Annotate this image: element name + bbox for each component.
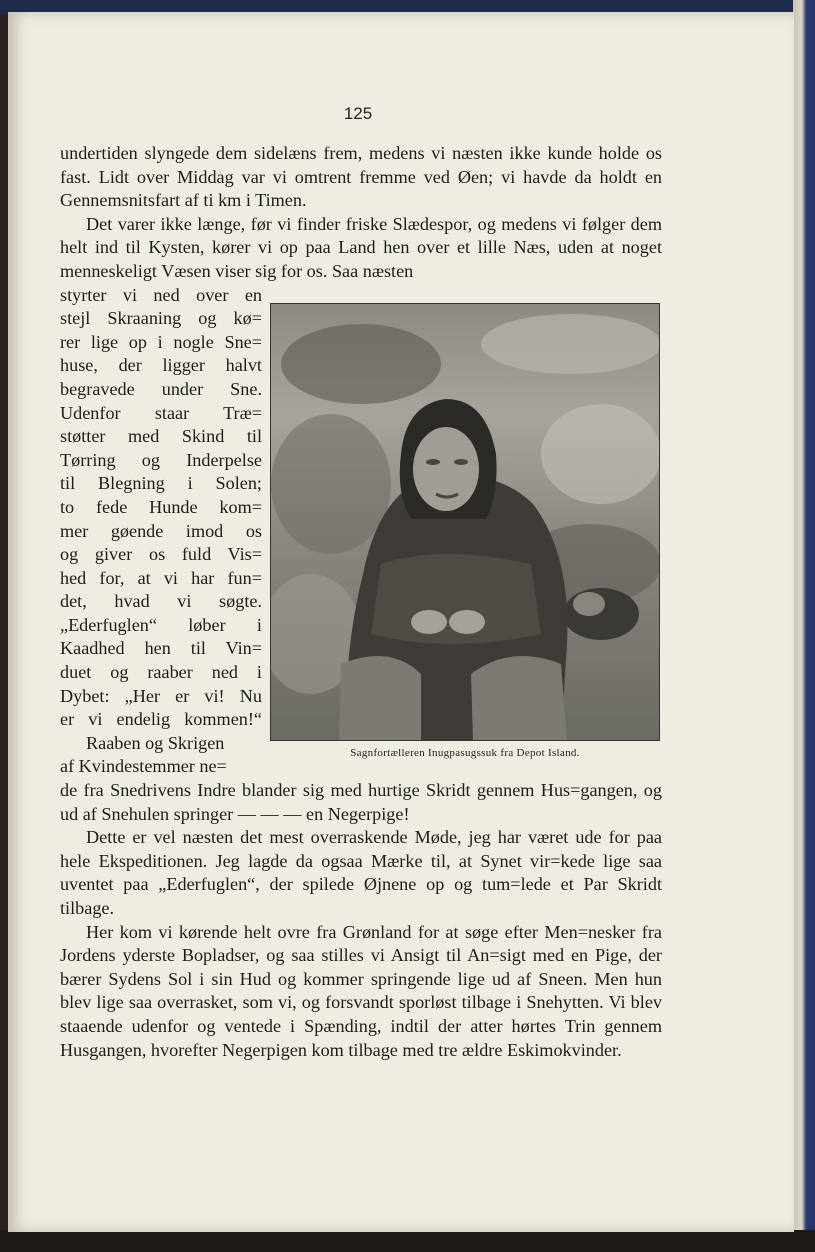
text-line: Tørring og Inderpelse [60,449,262,470]
text-line: stejl Skraaning og kø= [60,308,262,329]
text-line: af Kvindestemmer ne= [60,756,227,777]
paragraph: Det varer ikke længe, før vi finder friske Slædespor, og medens vi følger dem helt ind til Kysten, kører vi op paa Land hen over et lille Næs, uden at noget menneskeligt Væsen viser sig for os. Saa næsten [60,213,662,281]
text-line: hed for, at vi har fun= [60,567,262,588]
text-line: til Blegning i Solen; [60,473,262,494]
paragraph: de fra Snedrivens Indre blander sig med hurtige Skridt gennem Hus=gangen, og ud af Snehulen springer — — — en Negerpige! [60,780,662,824]
text-line: Udenfor staar Træ= [60,402,262,423]
figure [270,303,660,759]
text-line: begravede under Sne. [60,378,262,399]
text-line: huse, der ligger halvt [60,355,262,376]
book-cover-edge [793,0,815,1252]
portrait-illustration [271,304,659,740]
text-line: to fede Hunde kom= [60,496,262,517]
wrapped-text-column [60,284,262,779]
text-line: det, hvad vi søgte. [60,591,262,612]
text-line: Kaadhed hen til Vin= [60,638,262,659]
text-line: er vi endelig kommen!“ [60,709,262,730]
book-page [8,12,794,1232]
paragraph: Her kom vi kørende helt ovre fra Grønland for at søge efter Men=nesker fra Jordens yderste Bopladser, og saa stilles vi Ansigt til An=sigt med en Pige, der bærer Sydens Sol i sin Hud og kommer springende lige ud af Sneen. Men hun blev lige saa overrasket, som vi, og forsvandt sporløst tilbage i Snehytten. Vi blev staaende udenfor og ventede i Spænding, indtil der atter hørtes Trin gennem Husgangen, hvorefter Negerpigen kom tilbage med tre ældre Eskimokvinder. [60,921,662,1060]
figure-caption: Sagnfortælleren Inugpasugssuk fra Depot Island. [350,747,580,759]
page-number: 125 [343,104,373,123]
text-line: styrter vi ned over en [60,284,262,305]
text-line: Dybet: „Her er vi! Nu [60,685,262,706]
text-line: mer gøende imod os [60,520,262,541]
text-line: duet og raaber ned i [60,662,262,683]
text-line: støtter med Skind til [60,426,262,447]
portrait-photo [270,303,660,741]
paragraph: undertiden slyngede dem sidelæns frem, medens vi næsten ikke kunde holde os fast. Lidt over Middag var vi omtrent fremme ved Øen; vi havde da holdt en Gennemsnitsfart af ti km i Timen. [60,143,662,211]
text-line: Raaben og Skrigen [86,732,225,753]
paragraph: Dette er vel næsten det mest overraskende Møde, jeg har været ude for paa hele Ekspeditionen. Jeg lagde da ogsaa Mærke til, at Synet vir=kede lige saa uventet paa „Ederfuglen“, der spilede Øjnene op og tum=lede et Par Skridt tilbage. [60,827,662,918]
book-bottom-edge [0,1230,815,1252]
text-line: og giver os fuld Vis= [60,544,262,565]
text-line: rer lige op i nogle Sne= [60,331,262,352]
text-line: „Ederfuglen“ løber i [60,614,262,635]
